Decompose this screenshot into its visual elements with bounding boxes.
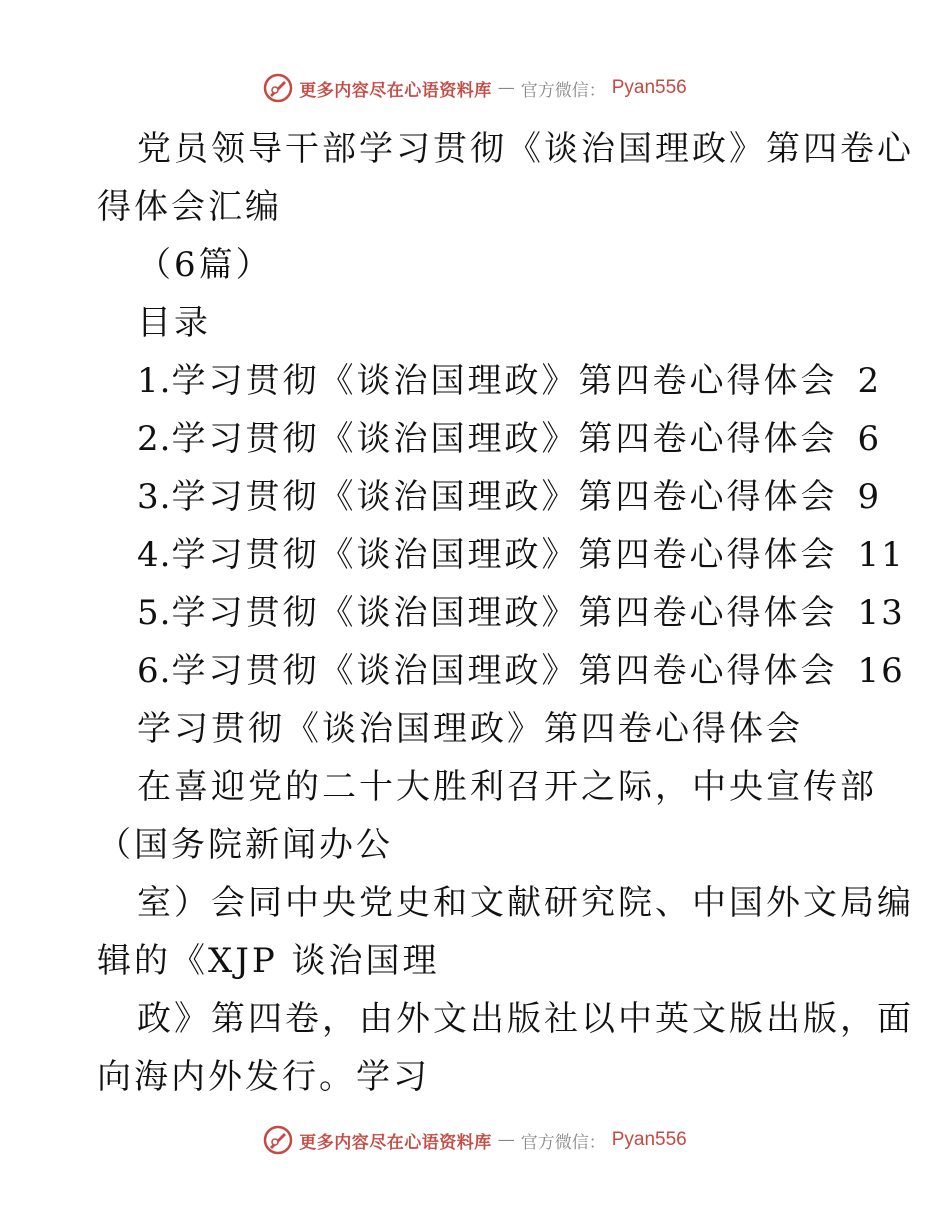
body-line: 在喜迎党的二十大胜利召开之际，中央宣传部 [137,767,877,807]
banner-wechat-label: 官方微信： [520,1132,606,1153]
quill-logo-icon [263,73,293,103]
document-title-line-2: 得体会汇编 [97,187,282,227]
banner-slogan: 更多内容尽在心语资料库 [299,80,492,101]
toc-item-number: 6. [137,651,172,691]
document-body [97,120,914,1106]
quill-logo-icon [263,1125,293,1155]
banner-separator: — [497,1130,515,1150]
banner-wechat-id: Pyan556 [611,77,687,98]
toc-item-title: 学习贯彻《谈治国理政》第四卷心得体会 [171,361,838,401]
toc-heading: 目录 [137,303,211,343]
body-line: 政》第四卷，由外文出版社以中英文版出版，面 [137,999,914,1039]
toc-item-number: 2. [137,419,172,459]
toc-item [97,352,882,410]
toc-item-number: 1. [137,361,172,401]
banner-separator: — [497,78,515,98]
banner-wechat-label: 官方微信： [520,80,606,101]
toc-item [97,410,882,468]
toc-item-number: 4. [137,535,172,575]
toc-item [97,642,905,700]
toc-item-page: 9 [857,477,882,517]
banner-wechat-id: Pyan556 [611,1129,687,1150]
toc-item-page: 11 [857,535,905,575]
toc-item-page: 13 [857,593,905,633]
body-line: 辑的《XJP 谈治国理 [97,941,440,981]
document-count: （6篇） [137,245,273,285]
toc-item-title: 学习贯彻《谈治国理政》第四卷心得体会 [171,535,838,575]
toc-item-page: 6 [857,419,882,459]
toc-item [97,468,882,526]
toc-item-title: 学习贯彻《谈治国理政》第四卷心得体会 [171,477,838,517]
toc-item-page: 2 [857,361,882,401]
toc-item-title: 学习贯彻《谈治国理政》第四卷心得体会 [171,651,838,691]
toc-item-title: 学习贯彻《谈治国理政》第四卷心得体会 [171,593,838,633]
section-heading: 学习贯彻《谈治国理政》第四卷心得体会 [137,709,803,749]
body-line: 向海内外发行。学习 [97,1057,430,1097]
toc-item [97,584,905,642]
toc-item-page: 16 [857,651,905,691]
document-title-line-1: 党员领导干部学习贯彻《谈治国理政》第四卷心 [137,129,914,169]
toc-item [97,526,905,584]
body-line: （国务院新闻办公 [97,825,393,865]
header-banner [0,70,950,106]
toc-item-number: 3. [137,477,172,517]
banner-slogan: 更多内容尽在心语资料库 [299,1132,492,1153]
toc-item-number: 5. [137,593,172,633]
footer-banner [0,1122,950,1158]
body-line: 室）会同中央党史和文献研究院、中国外文局编 [137,883,914,923]
toc-item-title: 学习贯彻《谈治国理政》第四卷心得体会 [171,419,838,459]
